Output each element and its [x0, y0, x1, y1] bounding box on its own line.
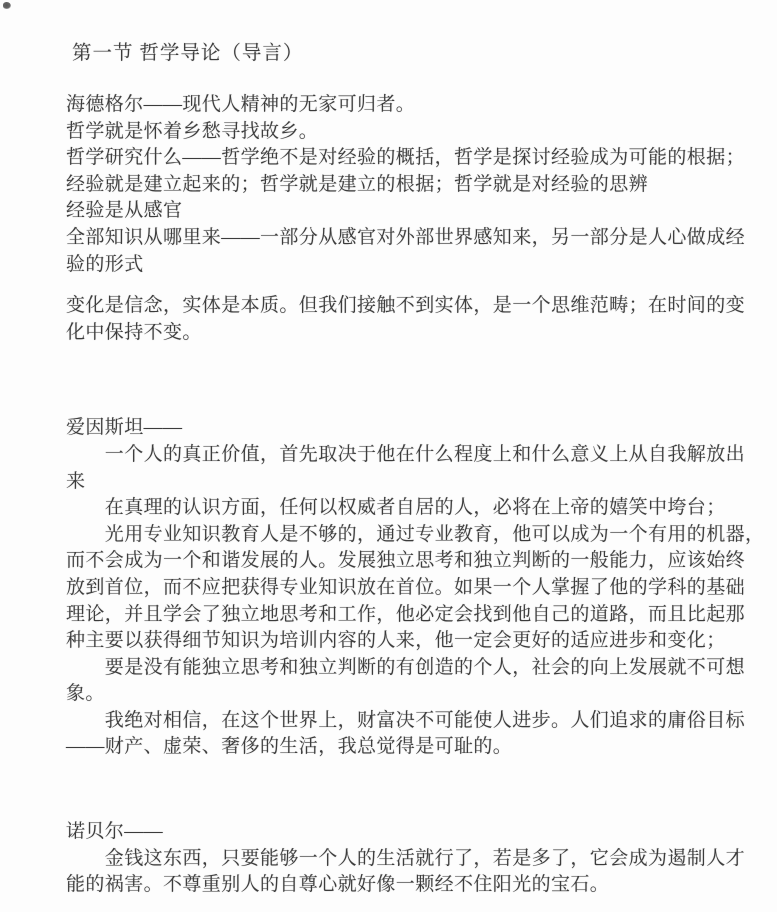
text-line: 化中保持不变。	[66, 321, 202, 343]
text-line: 一个人的真正价值，首先取决于他在什么程度上和什么意义上从自我解放出	[66, 443, 746, 465]
text-line: 哲学就是怀着乡愁寻找故乡。	[66, 120, 319, 142]
text-line: 而不会成为一个和谐发展的人。发展独立思考和独立判断的一般能力，应该始终	[66, 550, 746, 572]
text-line: 海德格尔——现代人精神的无家可归者。	[66, 94, 416, 115]
text-line: 种主要以获得细节知识为培训内容的人来，他一定会更好的适应进步和变化；	[66, 630, 726, 652]
text-line: 经验是从感官	[66, 200, 183, 222]
einstein-quotes-block	[66, 415, 765, 761]
text-line: 能的祸害。不尊重别人的自尊心就好像一颗经不住阳光的宝石。	[66, 874, 610, 896]
section-heading: 第一节 哲学导论（导言）	[72, 43, 304, 64]
text-line: 放到首位，而不应把获得专业知识放在首位。如果一个人掌握了他的学科的基础	[66, 576, 746, 598]
text-line: 要是没有能独立思考和独立判断的有创造的个人，社会的向上发展就不可想	[66, 656, 746, 678]
text-line: 象。	[66, 683, 105, 705]
text-line: 变化是信念，实体是本质。但我们接触不到实体，是一个思维范畴；在时间的变	[66, 295, 746, 317]
text-line: 理论，并且学会了独立地思考和工作，他必定会找到他自己的道路，而且比起那	[66, 603, 746, 625]
heidegger-notes-block	[66, 92, 746, 278]
text-line: 我绝对相信，在这个世界上，财富决不可能使人进步。人们追求的庸俗目标	[66, 709, 746, 731]
change-note-block	[66, 293, 746, 346]
nobel-quotes-block	[66, 819, 746, 899]
text-line: 哲学研究什么——哲学绝不是对经验的概括，哲学是探讨经验成为可能的根据；	[66, 147, 746, 169]
quote-author: 爱因斯坦——	[66, 417, 183, 439]
text-line: 在真理的认识方面，任何以权威者自居的人，必将在上帝的嬉笑中垮台；	[66, 497, 726, 519]
text-line: 来	[66, 470, 86, 492]
text-line: 光用专业知识教育人是不够的，通过专业教育，他可以成为一个有用的机器，	[66, 523, 765, 545]
text-line: ——财产、虚荣、奢侈的生活，我总觉得是可耻的。	[66, 736, 513, 758]
text-line: 全部知识从哪里来——一部分从感官对外部世界感知来，另一部分是人心做成经	[66, 226, 746, 248]
text-line: 验的形式	[66, 253, 144, 275]
quote-author: 诺贝尔——	[66, 821, 164, 843]
text-line: 经验就是建立起来的；哲学就是建立的根据；哲学就是对经验的思辨	[66, 173, 649, 195]
text-line: 金钱这东西，只要能够一个人的生活就行了，若是多了，它会成为遏制人才	[66, 847, 746, 869]
scan-smudge-mark	[3, 2, 11, 9]
